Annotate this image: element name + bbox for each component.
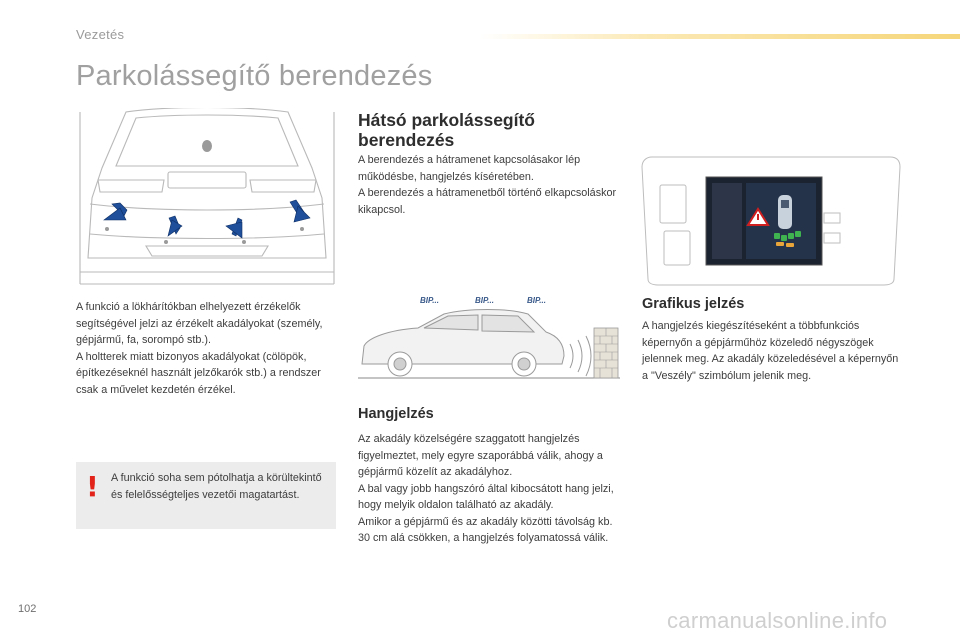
rear-paragraph-1: A berendezés a hátramenet kapcsolásakor lép működésbe, hangjelzés kíséretében.: [358, 154, 581, 183]
header-rule: [480, 34, 960, 39]
graphic-display-title: Grafikus jelzés: [642, 296, 745, 312]
sound-paragraph-2: A bal vagy jobb hangszóró által kibocsátott hang jelzi, hogy melyik oldalon található az akadály.: [358, 482, 614, 511]
sound-paragraph-3: Amikor a gépjármű és az akadály közötti távolság kb. 30 cm alá csökken, a hangjelzés folyamatossá válik.: [358, 515, 613, 544]
left-paragraph-2: A holtterek miatt bizonyos akadályokat (cölöpök, építkezéseknél használt jelzőkarók stb.) a rendszer csak a művelet kezdetén érzékel.: [76, 350, 321, 396]
car-reversing-illustration: [358, 306, 620, 386]
page-title: Parkolássegítő berendezés: [76, 60, 433, 92]
page-number: 102: [18, 603, 37, 615]
left-description: [76, 299, 341, 398]
sound-signal-description: [358, 431, 623, 547]
section-header: Vezetés: [76, 27, 125, 42]
rear-parking-title: [358, 110, 535, 150]
beep-label-2: BIP...: [475, 296, 494, 305]
rear-parking-title-line-1: Hátsó parkolássegítő: [358, 110, 535, 130]
rear-bumper-sensors-illustration: [76, 108, 338, 288]
sound-signal-title: Hangjelzés: [358, 406, 434, 422]
touchscreen-display-illustration: [640, 155, 902, 287]
beep-label-1: BIP...: [420, 296, 439, 305]
beep-label-3: BIP...: [527, 296, 546, 305]
left-paragraph-1: A funkció a lökhárítókban elhelyezett érzékelők segítségével jelzi az érzékelt akadályokat (személy, gépjármű, fa, sorompó stb.).: [76, 301, 323, 346]
warning-exclamation-icon: !: [86, 470, 99, 503]
rear-paragraph-2: A berendezés a hátramenetből történő elkapcsoláskor kikapcsol.: [358, 187, 617, 216]
warning-text: A funkció soha sem pótolhatja a körültekintő és felelősségteljes vezetői magatartást.: [111, 472, 322, 501]
sound-paragraph-1: Az akadály közelségére szaggatott hangjelzés figyelmeztet, mely egyre szaporábbá válik, ahogy a gépjármű közelít az akadályhoz.: [358, 433, 603, 478]
rear-parking-description: [358, 152, 623, 218]
watermark-text: carmanualsonline.info: [667, 608, 888, 633]
graphic-paragraph-1: A hangjelzés kiegészítéseként a többfunkciós képernyőn a gépjárműhöz közeledő négyszögek jelennek meg. Az akadály közeledésével a képernyőn a "Veszély" szimbólum jelenik meg.: [642, 320, 899, 382]
graphic-display-description: [642, 318, 907, 384]
rear-parking-title-line-2: berendezés: [358, 130, 455, 150]
